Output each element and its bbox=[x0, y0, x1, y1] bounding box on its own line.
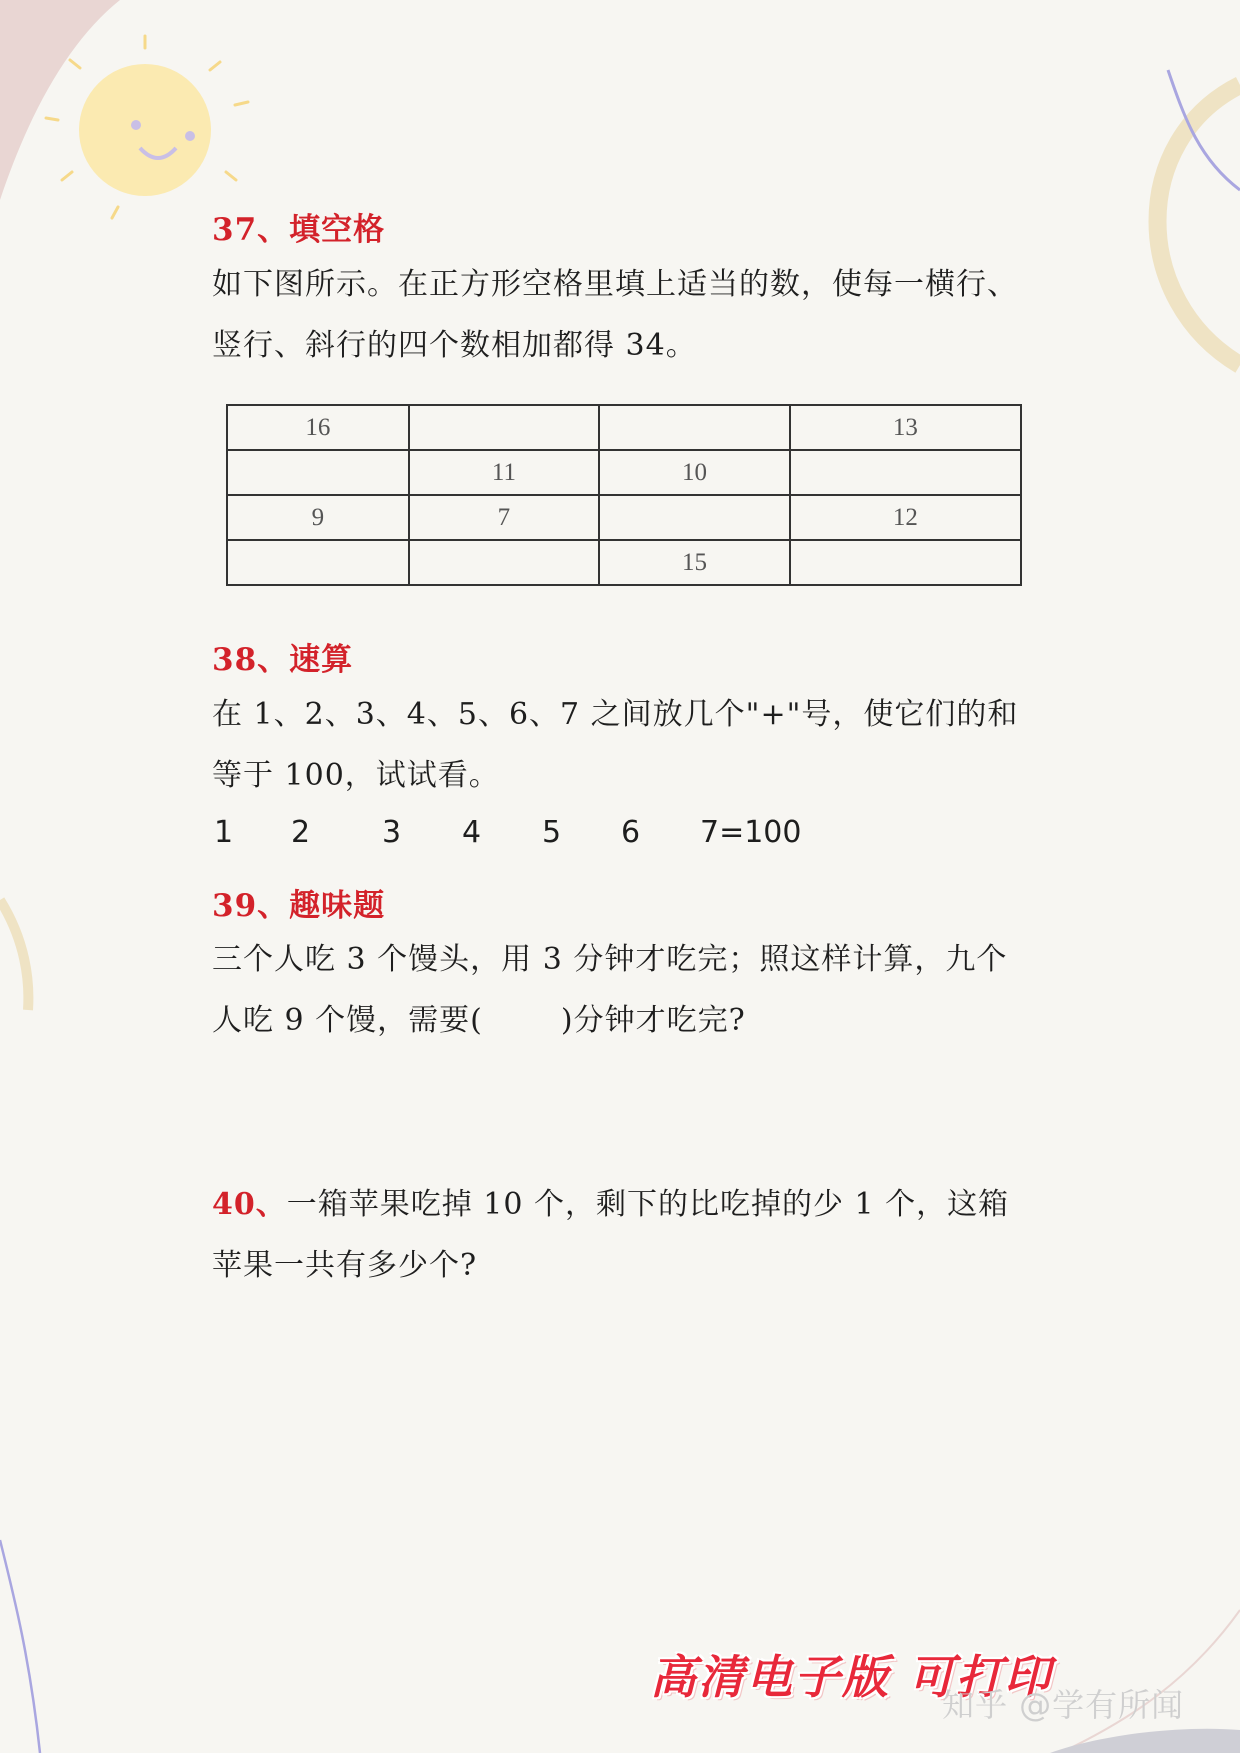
number-item: 1 bbox=[214, 815, 234, 850]
number-item: 2 bbox=[291, 815, 311, 850]
grid-row bbox=[227, 405, 1021, 450]
q38-heading: 38、速算 bbox=[212, 642, 354, 678]
number-grid bbox=[226, 404, 1022, 586]
grid-cell: 10 bbox=[599, 450, 790, 495]
q38-text bbox=[212, 684, 1042, 806]
grid-cell bbox=[599, 405, 790, 450]
grid-cell bbox=[790, 540, 1021, 585]
grid-row bbox=[227, 495, 1021, 540]
q39-line2-after: )分钟才吃完? bbox=[560, 1003, 746, 1038]
grid-cell: 11 bbox=[409, 450, 600, 495]
q38-line1: 在 1、2、3、4、5、6、7 之间放几个"+"号，使它们的和 bbox=[212, 697, 1019, 732]
grid-cell: 16 bbox=[227, 405, 409, 450]
q37-text bbox=[212, 254, 1042, 376]
q40-number: 40、 bbox=[212, 1187, 287, 1222]
grid-row bbox=[227, 540, 1021, 585]
q40-text bbox=[212, 1174, 1042, 1296]
number-item: 6 bbox=[621, 815, 641, 850]
q37-heading: 37、填空格 bbox=[212, 212, 386, 248]
grid-cell: 13 bbox=[790, 405, 1021, 450]
q39-line2 bbox=[212, 990, 1042, 1051]
grid-cell: 7 bbox=[409, 495, 600, 540]
q40-line1-text: 一箱苹果吃掉 10 个，剩下的比吃掉的少 1 个，这箱 bbox=[286, 1187, 1010, 1222]
q40-line1 bbox=[212, 1174, 1042, 1235]
q39-text bbox=[212, 929, 1042, 1051]
number-item: 4 bbox=[462, 815, 482, 850]
grid-cell: 12 bbox=[790, 495, 1021, 540]
grid-cell: 15 bbox=[599, 540, 790, 585]
grid-cell bbox=[227, 450, 409, 495]
q37-line1: 如下图所示。在正方形空格里填上适当的数，使每一横行、 bbox=[212, 267, 1018, 302]
q40-line2: 苹果一共有多少个? bbox=[212, 1248, 478, 1283]
print-banner: 高清电子版 可打印 bbox=[650, 1650, 1053, 1704]
watermark: 知乎 @学有所闻 bbox=[942, 1686, 1185, 1724]
grid-cell bbox=[409, 405, 600, 450]
q38-line2: 等于 100，试试看。 bbox=[212, 758, 500, 793]
grid-cell: 9 bbox=[227, 495, 409, 540]
q39-heading: 39、趣味题 bbox=[212, 888, 386, 924]
grid-cell bbox=[409, 540, 600, 585]
q39-line2-before: 人吃 9 个馒，需要( bbox=[212, 1003, 483, 1038]
number-item: 7=100 bbox=[700, 815, 802, 850]
grid-cell bbox=[599, 495, 790, 540]
grid-cell bbox=[227, 540, 409, 585]
q38-number-line bbox=[0, 815, 1240, 855]
q37-line2: 竖行、斜行的四个数相加都得 34。 bbox=[212, 328, 697, 363]
grid-row bbox=[227, 450, 1021, 495]
number-item: 5 bbox=[542, 815, 562, 850]
number-item: 3 bbox=[382, 815, 402, 850]
grid-cell bbox=[790, 450, 1021, 495]
q39-line1: 三个人吃 3 个馒头，用 3 分钟才吃完；照这样计算，九个 bbox=[212, 942, 1008, 977]
